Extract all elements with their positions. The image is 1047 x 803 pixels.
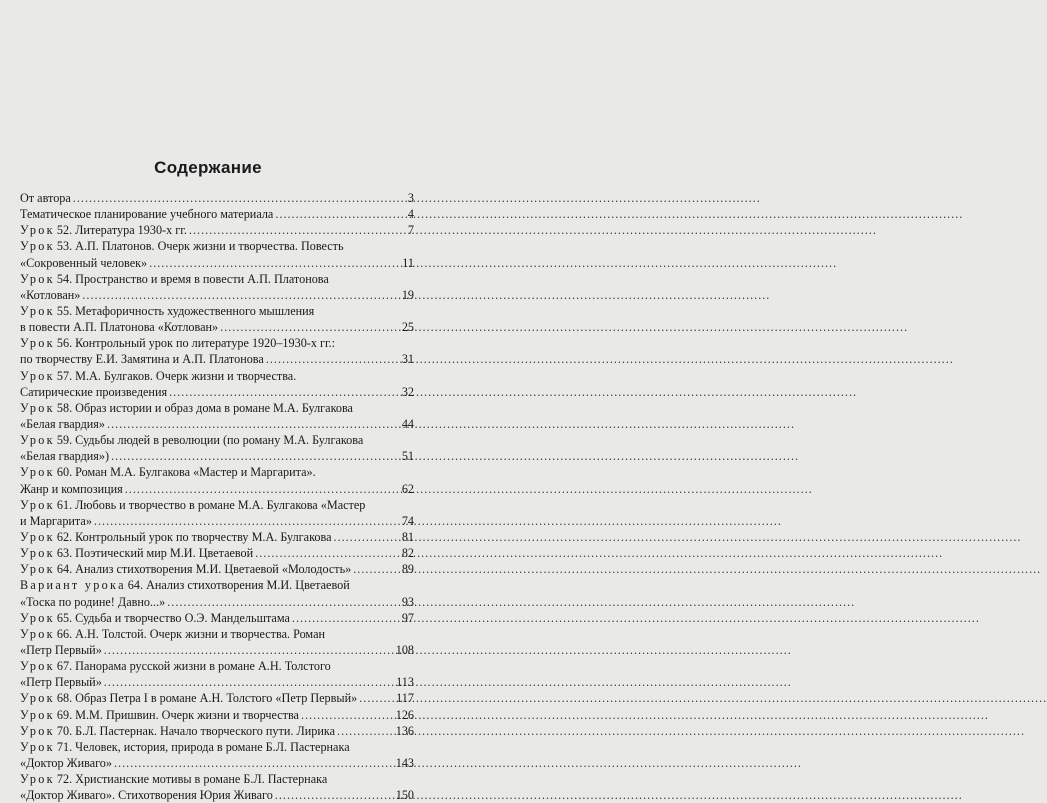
dot-leader (301, 707, 394, 723)
toc-entry-text (20, 755, 112, 771)
toc-entry-text (20, 400, 353, 416)
toc-entry (20, 561, 414, 577)
toc-entry (20, 464, 414, 480)
toc-entry-title: «Доктор Живаго» (20, 755, 112, 770)
toc-entry (20, 787, 414, 803)
toc-entry (20, 400, 414, 416)
toc-entry-text (20, 529, 331, 545)
toc-entry (20, 723, 414, 739)
page-number: 150 (395, 788, 414, 803)
toc-entry (20, 674, 414, 690)
dot-leader (82, 287, 399, 303)
dot-leader (104, 642, 394, 658)
toc-entry-text (20, 771, 327, 787)
dot-leader (167, 594, 400, 610)
toc-entry-text (20, 561, 351, 577)
lesson-label: Урок (20, 400, 55, 415)
toc-entry-title: «Белая гвардия») (20, 449, 110, 464)
dot-leader (220, 319, 400, 335)
toc-entry-text (20, 238, 344, 254)
toc-entry-text (20, 690, 357, 706)
toc-entry-title: в повести А.П. Платонова «Котлован» (20, 320, 219, 335)
toc-entry-title: Тематическое планирование учебного материала (20, 207, 274, 222)
page-number: 7 (407, 223, 414, 238)
dot-leader (111, 448, 400, 464)
toc-entry-title: «Доктор Живаго». Стихотворения Юрия Живаго (20, 788, 273, 803)
toc-entry-text (20, 674, 102, 690)
dot-leader (94, 513, 400, 529)
toc-entry-text (20, 319, 218, 335)
page-number: 113 (396, 675, 414, 690)
toc-entry (20, 351, 414, 367)
lesson-label: Урок (20, 739, 55, 754)
toc-entry-title: 63. Поэтический мир М.И. Цветаевой (56, 546, 254, 561)
toc-entry-title: Жанр и композиция (20, 481, 123, 496)
dot-leader (149, 255, 400, 271)
dot-leader (275, 206, 406, 222)
toc-entry-text (20, 545, 253, 561)
page-number: 25 (401, 320, 414, 335)
lesson-label: Урок (20, 610, 55, 625)
lesson-label: Урок (20, 723, 55, 738)
toc-entry-title: 69. М.М. Пришвин. Очерк жизни и творчества (56, 707, 299, 722)
toc-entry-title: 64. Анализ стихотворения М.И. Цветаевой (127, 578, 350, 593)
toc-entry-title: 61. Любовь и творчество в романе М.А. Булгакова «Мастер (56, 497, 366, 512)
toc-entry-title: 68. Образ Петра I в романе А.Н. Толстого «Петр Первый» (56, 691, 358, 706)
page-number: 51 (401, 449, 414, 464)
toc-entry-text (20, 513, 92, 529)
toc-entry-title: 65. Судьба и творчество О.Э. Мандельштама (56, 610, 290, 625)
book-page (0, 0, 416, 803)
toc-entry (20, 481, 414, 497)
lesson-label: Вариант урока (20, 578, 126, 593)
toc-entry-text (20, 335, 335, 351)
toc-entry-title: «Котлован» (20, 287, 81, 302)
toc-entry-text (20, 384, 167, 400)
toc-entry (20, 513, 414, 529)
toc-entry-text (20, 707, 299, 723)
toc-entry (20, 319, 414, 335)
page-number: 143 (395, 755, 414, 770)
toc-entry (20, 690, 414, 706)
page-number: 3 (407, 191, 414, 205)
toc-entry-title: От автора (20, 191, 71, 205)
toc-entry-title: 66. А.Н. Толстой. Очерк жизни и творчества. Роман (56, 626, 325, 641)
lesson-label: Урок (20, 497, 55, 512)
dot-leader (337, 723, 394, 739)
lesson-label: Урок (20, 303, 55, 318)
toc-entry (20, 594, 414, 610)
toc-entry-text (20, 610, 290, 626)
toc-entry (20, 368, 414, 384)
toc-entry-text (20, 594, 165, 610)
toc-entry-title: 71. Человек, история, природа в романе Б.Л. Пастернака (56, 739, 350, 754)
toc-entry-title: 67. Панорама русской жизни в романе А.Н. Толстого (56, 659, 331, 674)
toc-entry (20, 497, 414, 513)
lesson-label: Урок (20, 626, 55, 641)
table-of-contents (20, 190, 414, 803)
toc-entry-title: «Тоска по родине! Давно...» (20, 594, 166, 609)
page-number: 93 (401, 594, 414, 609)
dot-leader (169, 384, 400, 400)
toc-entry-text (20, 497, 365, 513)
toc-entry (20, 303, 414, 319)
toc-entry-title: 59. Судьбы людей в революции (по роману М.А. Булгакова (56, 433, 364, 448)
toc-entry-text (20, 271, 329, 287)
lesson-label: Урок (20, 368, 55, 383)
toc-entry-text (20, 206, 273, 222)
toc-entry-text (20, 255, 147, 271)
lesson-label: Урок (20, 529, 55, 544)
lesson-label: Урок (20, 239, 55, 254)
toc-entry (20, 707, 414, 723)
page-title: Содержание (154, 158, 262, 177)
page-number: 108 (395, 642, 414, 657)
page-number: 74 (401, 513, 414, 528)
toc-entry-title: Сатирические произведения (20, 384, 168, 399)
toc-entry (20, 287, 414, 303)
toc-entry-title: 54. Пространство и время в повести А.П. Платонова (56, 271, 329, 286)
page-number: 62 (401, 481, 414, 496)
toc-entry (20, 190, 414, 206)
toc-entry-text (20, 739, 350, 755)
toc-entry-text (20, 642, 102, 658)
lesson-label: Урок (20, 659, 55, 674)
toc-entry-title: 70. Б.Л. Пастернак. Начало творческого пути. Лирика (56, 723, 336, 738)
page-number: 11 (402, 255, 414, 270)
toc-entry-text (20, 787, 273, 803)
toc-entry (20, 222, 414, 238)
toc-entry-text (20, 448, 109, 464)
dot-leader (292, 610, 400, 626)
toc-entry (20, 335, 414, 351)
toc-entry-title: 55. Метафоричность художественного мышления (56, 303, 315, 318)
toc-entry (20, 238, 414, 254)
toc-entry-title: «Сокровенный человек» (20, 255, 148, 270)
dot-leader (107, 416, 400, 432)
toc-entry-title: 56. Контрольный урок по литературе 1920–1930-х гг.: (56, 336, 336, 351)
toc-entry (20, 432, 414, 448)
toc-entry (20, 626, 414, 642)
dot-leader (114, 755, 394, 771)
toc-entry-text (20, 416, 105, 432)
toc-entry (20, 529, 414, 545)
page-number: 31 (401, 352, 414, 367)
toc-entry-text (20, 626, 325, 642)
toc-entry-text (20, 464, 316, 480)
dot-leader (125, 481, 400, 497)
lesson-label: Урок (20, 707, 55, 722)
toc-entry (20, 271, 414, 287)
dot-leader (353, 561, 400, 577)
lesson-label: Урок (20, 546, 55, 561)
toc-entry-text (20, 351, 264, 367)
dot-leader (266, 351, 400, 367)
toc-entry-title: 52. Литература 1930-х гг. (56, 223, 187, 238)
lesson-label: Урок (20, 336, 55, 351)
page-number: 126 (395, 707, 414, 722)
page-number: 89 (401, 562, 414, 577)
dot-leader (104, 674, 394, 690)
toc-entry-text (20, 222, 187, 238)
toc-entry-text (20, 303, 314, 319)
toc-entry (20, 658, 414, 674)
dot-leader (255, 545, 400, 561)
toc-entry-title: 58. Образ истории и образ дома в романе М.А. Булгакова (56, 400, 353, 415)
page-number: 136 (395, 723, 414, 738)
toc-entry (20, 642, 414, 658)
toc-entry-title: 60. Роман М.А. Булгакова «Мастер и Маргарита». (56, 465, 316, 480)
toc-entry-title: «Петр Первый» (20, 675, 102, 690)
toc-entry (20, 755, 414, 771)
page-number: 32 (401, 384, 414, 399)
lesson-label: Урок (20, 562, 55, 577)
toc-entry-text (20, 287, 80, 303)
page-number: 97 (401, 610, 414, 625)
toc-entry-text (20, 368, 296, 384)
lesson-label: Урок (20, 772, 55, 787)
toc-entry-text (20, 577, 350, 593)
dot-leader (189, 222, 406, 238)
lesson-label: Урок (20, 433, 55, 448)
toc-entry-text (20, 432, 363, 448)
toc-entry (20, 416, 414, 432)
toc-entry-title: и Маргарита» (20, 513, 92, 528)
toc-entry (20, 448, 414, 464)
toc-entry-title: 72. Христианские мотивы в романе Б.Л. Пастернака (56, 772, 328, 787)
lesson-label: Урок (20, 271, 55, 286)
lesson-label: Урок (20, 223, 55, 238)
lesson-label: Урок (20, 465, 55, 480)
page-number: 4 (407, 207, 414, 222)
dot-leader (73, 190, 406, 206)
toc-entry-title: по творчеству Е.И. Замятина и А.П. Платонова (20, 352, 264, 367)
toc-entry-title: «Петр Первый» (20, 642, 102, 657)
page-number: 117 (396, 691, 414, 706)
dot-leader (333, 529, 399, 545)
toc-entry-text (20, 481, 123, 497)
toc-entry (20, 577, 414, 593)
toc-entry (20, 610, 414, 626)
page-number: 82 (401, 546, 414, 561)
toc-entry-title: 62. Контрольный урок по творчеству М.А. Булгакова (56, 529, 332, 544)
toc-entry (20, 206, 414, 222)
toc-entry-title: 53. А.П. Платонов. Очерк жизни и творчества. Повесть (56, 239, 344, 254)
toc-entry (20, 255, 414, 271)
dot-leader (275, 787, 394, 803)
toc-entry (20, 771, 414, 787)
toc-entry-text (20, 658, 331, 674)
toc-entry-title: 57. М.А. Булгаков. Очерк жизни и творчества. (56, 368, 297, 383)
toc-entry (20, 384, 414, 400)
page-number: 81 (401, 529, 414, 544)
dot-leader (359, 690, 394, 706)
lesson-label: Урок (20, 691, 55, 706)
toc-entry-title: 64. Анализ стихотворения М.И. Цветаевой «Молодость» (56, 562, 352, 577)
page-number: 19 (401, 287, 414, 302)
toc-entry-text (20, 723, 335, 739)
toc-entry-text (20, 190, 71, 206)
page-number: 44 (401, 416, 414, 431)
toc-entry (20, 545, 414, 561)
toc-entry-title: «Белая гвардия» (20, 416, 106, 431)
toc-entry (20, 739, 414, 755)
